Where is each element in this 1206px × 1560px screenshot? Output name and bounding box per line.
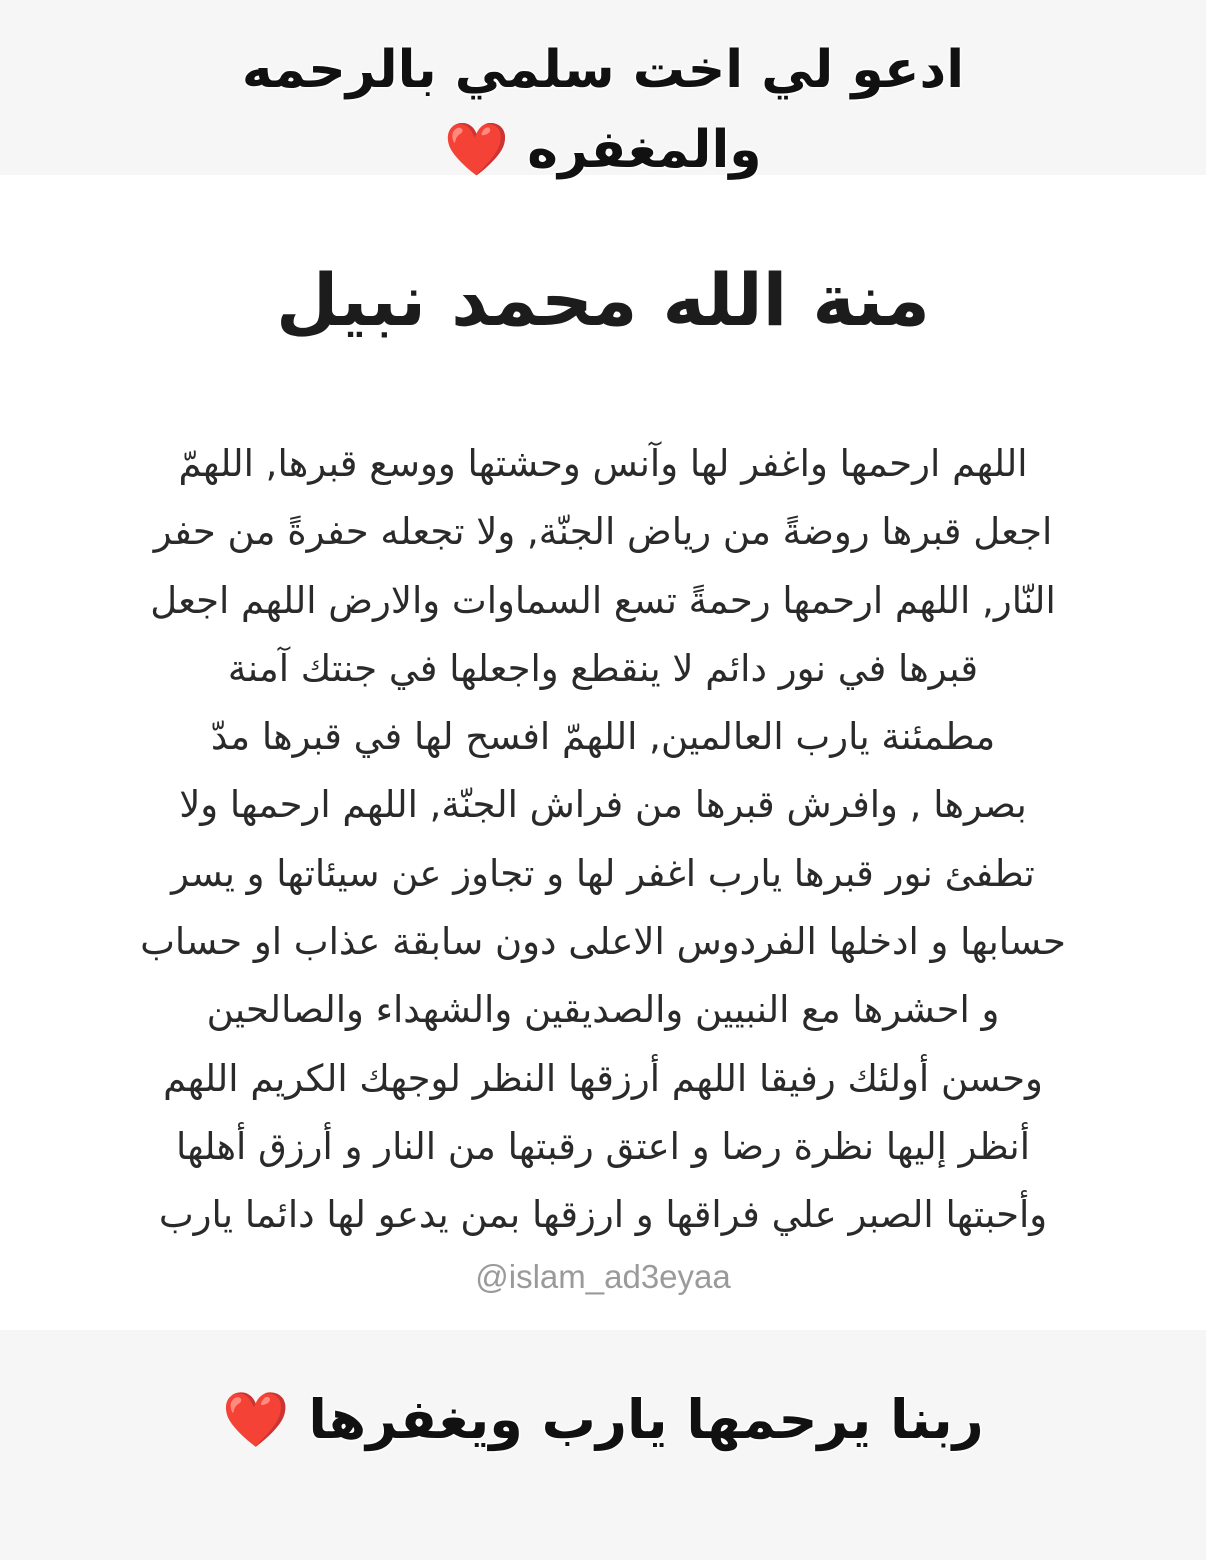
- red-heart-icon: ❤️: [222, 1388, 290, 1451]
- prayer-line: مطمئنة يارب العالمين, اللهمّ افسح لها في قبرها مدّ: [210, 715, 996, 759]
- prayer-line: أنظر إليها نظرة رضا و اعتق رقبتها من النار و أرزق أهلها: [175, 1124, 1031, 1168]
- top-caption: [0, 30, 1206, 190]
- prayer-line: اللهم ارحمها واغفر لها وآنس وحشتها ووسع قبرها, اللهمّ: [178, 442, 1028, 485]
- prayer-line: و احشرها مع النبيين والصديقين والشهداء والصالحين: [206, 988, 1000, 1032]
- bottom-caption-text: ربنا يرحمها يارب ويغفرها: [308, 1388, 984, 1451]
- top-caption-line-2: [0, 110, 1206, 190]
- prayer-line: اجعل قبرها روضةً من رياض الجنّة, ولا تجعله حفرةً من حفر: [153, 510, 1053, 554]
- prayer-line: بصرها , وافرش قبرها من فراش الجنّة, اللهم ارحمها ولا: [179, 783, 1027, 827]
- red-heart-icon: ❤️: [444, 120, 510, 180]
- prayer-text: [80, 430, 1126, 1250]
- prayer-line: تطفئ نور قبرها يارب اغفر لها و تجاوز عن سيئاتها و يسر: [171, 851, 1035, 895]
- top-caption-line-1: ادعو لي اخت سلمي بالرحمه: [241, 40, 965, 100]
- prayer-line: وحسن أولئك رفيقا اللهم أرزقها النظر لوجهك الكريم اللهم: [163, 1056, 1043, 1100]
- prayer-line: قبرها في نور دائم لا ينقطع واجعلها في جنتك آمنة: [227, 646, 979, 690]
- top-caption-line-2-text: والمغفره: [527, 120, 762, 180]
- deceased-name-heading: منة الله محمد نبيل: [275, 258, 930, 342]
- watermark-handle: @islam_ad3eyaa: [475, 1258, 731, 1295]
- prayer-line: وأحبتها الصبر علي فراقها و ارزقها بمن يدعو لها دائما يارب: [158, 1193, 1048, 1237]
- bottom-caption: [0, 1380, 1206, 1460]
- prayer-line: حسابها و ادخلها الفردوس الاعلى دون سابقة عذاب او حساب: [140, 920, 1066, 964]
- prayer-line: النّار, اللهم ارحمها رحمةً تسع السماوات والارض اللهم اجعل: [150, 578, 1056, 622]
